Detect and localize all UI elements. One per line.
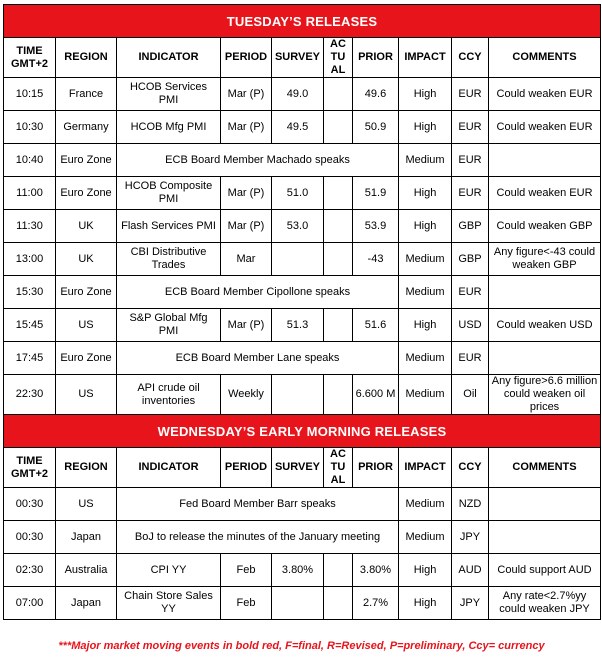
cell-period: Mar (P): [221, 309, 272, 342]
cell-region: Euro Zone: [56, 276, 117, 309]
cell-impact: Medium: [399, 342, 452, 375]
cell-comments: [489, 488, 601, 521]
cell-time: 22:30: [4, 375, 56, 415]
cell-ccy: EUR: [452, 144, 489, 177]
table-row: [4, 521, 601, 554]
releases-sheet: [3, 4, 600, 652]
cell-ccy: EUR: [452, 342, 489, 375]
table-row: [4, 78, 601, 111]
cell-time: 17:45: [4, 342, 56, 375]
cell-indicator: CBI Distributive Trades: [117, 243, 221, 276]
cell-indicator: HCOB Composite PMI: [117, 177, 221, 210]
cell-region: US: [56, 488, 117, 521]
table-row: [4, 587, 601, 620]
cell-indicator: Chain Store Sales YY: [117, 587, 221, 620]
cell-actual: [324, 78, 353, 111]
cell-region: Germany: [56, 111, 117, 144]
cell-actual: [324, 210, 353, 243]
cell-time: 10:40: [4, 144, 56, 177]
cell-indicator: Flash Services PMI: [117, 210, 221, 243]
cell-impact: High: [399, 210, 452, 243]
cell-prior: -43: [353, 243, 399, 276]
header-indicator: INDICATOR: [117, 38, 221, 78]
cell-comments: [489, 144, 601, 177]
cell-actual: [324, 309, 353, 342]
table-row: [4, 488, 601, 521]
cell-period: Mar: [221, 243, 272, 276]
cell-ccy: AUD: [452, 554, 489, 587]
cell-ccy: JPY: [452, 587, 489, 620]
header-time: TIME GMT+2: [4, 448, 56, 488]
footer-note: ***Major market moving events in bold red, F=final, R=Revised, P=preliminary, Ccy= currency: [58, 640, 545, 652]
cell-actual: [324, 177, 353, 210]
cell-impact: Medium: [399, 144, 452, 177]
cell-period: Feb: [221, 587, 272, 620]
cell-ccy: NZD: [452, 488, 489, 521]
cell-impact: High: [399, 177, 452, 210]
cell-comments: [489, 521, 601, 554]
cell-event: Fed Board Member Barr speaks: [117, 488, 399, 521]
cell-time: 00:30: [4, 521, 56, 554]
header-region: REGION: [56, 448, 117, 488]
cell-time: 00:30: [4, 488, 56, 521]
cell-prior: 49.6: [353, 78, 399, 111]
cell-comments: Any figure<-43 could weaken GBP: [489, 243, 601, 276]
cell-event: BoJ to release the minutes of the January meeting: [117, 521, 399, 554]
cell-region: France: [56, 78, 117, 111]
cell-ccy: EUR: [452, 111, 489, 144]
tuesday-title: TUESDAY’S RELEASES: [4, 5, 601, 38]
cell-region: Japan: [56, 587, 117, 620]
cell-period: Mar (P): [221, 78, 272, 111]
cell-survey: 53.0: [272, 210, 324, 243]
cell-survey: 51.3: [272, 309, 324, 342]
header-comments: COMMENTS: [489, 448, 601, 488]
header-comments: COMMENTS: [489, 38, 601, 78]
releases-table: [3, 4, 601, 620]
cell-ccy: GBP: [452, 243, 489, 276]
cell-survey: 3.80%: [272, 554, 324, 587]
cell-survey: 51.0: [272, 177, 324, 210]
cell-ccy: EUR: [452, 177, 489, 210]
cell-region: US: [56, 309, 117, 342]
cell-comments: Any rate<2.7%yy could weaken JPY: [489, 587, 601, 620]
cell-comments: Could weaken EUR: [489, 111, 601, 144]
cell-indicator: HCOB Services PMI: [117, 78, 221, 111]
cell-ccy: JPY: [452, 521, 489, 554]
cell-region: UK: [56, 243, 117, 276]
header-impact: IMPACT: [399, 38, 452, 78]
cell-prior: 51.9: [353, 177, 399, 210]
cell-time: 13:00: [4, 243, 56, 276]
table-row: [4, 177, 601, 210]
header-impact: IMPACT: [399, 448, 452, 488]
table-row: [4, 375, 601, 415]
cell-ccy: USD: [452, 309, 489, 342]
cell-comments: Could weaken EUR: [489, 78, 601, 111]
cell-impact: High: [399, 78, 452, 111]
header-ccy: CCY: [452, 38, 489, 78]
cell-indicator: CPI YY: [117, 554, 221, 587]
cell-survey: 49.5: [272, 111, 324, 144]
cell-time: 02:30: [4, 554, 56, 587]
cell-time: 10:30: [4, 111, 56, 144]
cell-comments: [489, 276, 601, 309]
header-region: REGION: [56, 38, 117, 78]
cell-comments: Any figure>6.6 million could weaken oil prices: [489, 375, 601, 415]
tuesday-section: [4, 5, 601, 415]
table-row: [4, 144, 601, 177]
cell-region: UK: [56, 210, 117, 243]
cell-indicator: API crude oil inventories: [117, 375, 221, 415]
table-row: [4, 554, 601, 587]
cell-event: ECB Board Member Machado speaks: [117, 144, 399, 177]
header-prior: PRIOR: [353, 38, 399, 78]
cell-actual: [324, 554, 353, 587]
table-row: [4, 210, 601, 243]
header-actual: AC TU AL: [324, 448, 353, 488]
cell-region: Japan: [56, 521, 117, 554]
header-indicator: INDICATOR: [117, 448, 221, 488]
cell-comments: Could support AUD: [489, 554, 601, 587]
cell-region: Euro Zone: [56, 177, 117, 210]
cell-survey: [272, 243, 324, 276]
table-row: [4, 243, 601, 276]
table-row: [4, 342, 601, 375]
header-period: PERIOD: [221, 448, 272, 488]
cell-prior: 3.80%: [353, 554, 399, 587]
cell-prior: 51.6: [353, 309, 399, 342]
cell-actual: [324, 587, 353, 620]
cell-prior: 2.7%: [353, 587, 399, 620]
cell-indicator: HCOB Mfg PMI: [117, 111, 221, 144]
header-time: TIME GMT+2: [4, 38, 56, 78]
cell-prior: 6.600 M: [353, 375, 399, 415]
cell-survey: 49.0: [272, 78, 324, 111]
cell-impact: Medium: [399, 243, 452, 276]
cell-prior: 50.9: [353, 111, 399, 144]
cell-survey: [272, 587, 324, 620]
table-row: [4, 276, 601, 309]
cell-period: Weekly: [221, 375, 272, 415]
wednesday-header-row: [4, 448, 601, 488]
cell-time: 15:45: [4, 309, 56, 342]
table-row: [4, 309, 601, 342]
cell-survey: [272, 375, 324, 415]
wednesday-title: WEDNESDAY’S EARLY MORNING RELEASES: [4, 415, 601, 448]
header-actual: AC TU AL: [324, 38, 353, 78]
cell-ccy: EUR: [452, 78, 489, 111]
cell-region: Euro Zone: [56, 144, 117, 177]
cell-impact: Medium: [399, 375, 452, 415]
cell-comments: Could weaken GBP: [489, 210, 601, 243]
cell-comments: Could weaken EUR: [489, 177, 601, 210]
cell-region: US: [56, 375, 117, 415]
cell-event: ECB Board Member Cipollone speaks: [117, 276, 399, 309]
cell-period: Mar (P): [221, 177, 272, 210]
cell-indicator: S&P Global Mfg PMI: [117, 309, 221, 342]
cell-impact: Medium: [399, 521, 452, 554]
cell-comments: [489, 342, 601, 375]
cell-time: 11:00: [4, 177, 56, 210]
cell-ccy: GBP: [452, 210, 489, 243]
cell-ccy: Oil: [452, 375, 489, 415]
cell-actual: [324, 111, 353, 144]
cell-time: 10:15: [4, 78, 56, 111]
header-period: PERIOD: [221, 38, 272, 78]
cell-impact: High: [399, 554, 452, 587]
cell-time: 07:00: [4, 587, 56, 620]
cell-impact: High: [399, 111, 452, 144]
cell-time: 11:30: [4, 210, 56, 243]
cell-prior: 53.9: [353, 210, 399, 243]
cell-actual: [324, 375, 353, 415]
header-survey: SURVEY: [272, 38, 324, 78]
cell-period: Mar (P): [221, 210, 272, 243]
table-row: [4, 111, 601, 144]
cell-period: Feb: [221, 554, 272, 587]
cell-period: Mar (P): [221, 111, 272, 144]
cell-impact: Medium: [399, 488, 452, 521]
cell-ccy: EUR: [452, 276, 489, 309]
cell-region: Euro Zone: [56, 342, 117, 375]
wednesday-section: [4, 415, 601, 620]
cell-region: Australia: [56, 554, 117, 587]
cell-comments: Could weaken USD: [489, 309, 601, 342]
cell-actual: [324, 243, 353, 276]
cell-impact: Medium: [399, 276, 452, 309]
header-prior: PRIOR: [353, 448, 399, 488]
header-survey: SURVEY: [272, 448, 324, 488]
tuesday-header-row: [4, 38, 601, 78]
header-ccy: CCY: [452, 448, 489, 488]
cell-impact: High: [399, 309, 452, 342]
cell-time: 15:30: [4, 276, 56, 309]
cell-event: ECB Board Member Lane speaks: [117, 342, 399, 375]
cell-impact: High: [399, 587, 452, 620]
